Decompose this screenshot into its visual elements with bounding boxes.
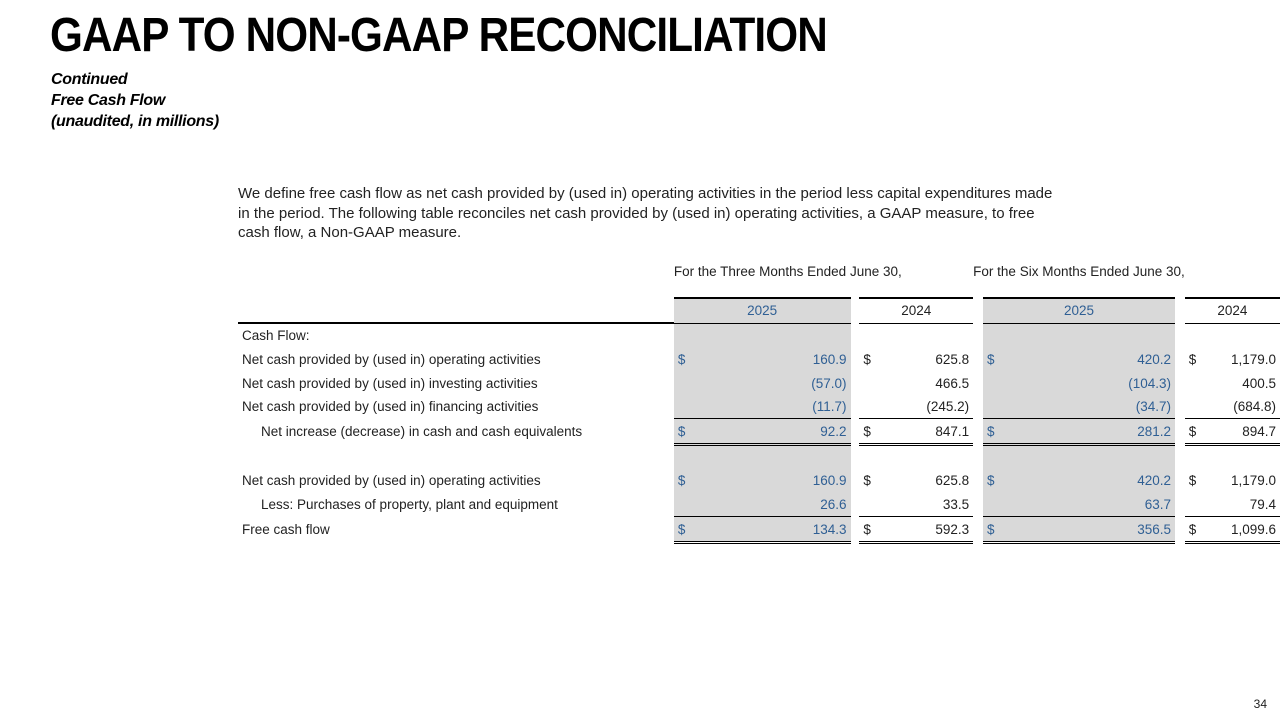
table-row: Net cash provided by (used in) investing activities (57.0) 466.5 (104.3) 400.5: [238, 371, 1280, 395]
table-row: Less: Purchases of property, plant and equipment 26.6 33.5 63.7 79.4: [238, 493, 1280, 517]
year-header-q-2025: 2025: [674, 298, 851, 323]
period-header-six-months: For the Six Months Ended June 30,: [973, 264, 1185, 279]
subtitle-section: Free Cash Flow: [51, 92, 166, 109]
page-title: GAAP TO NON-GAAP RECONCILIATION: [50, 9, 827, 62]
table-row: Net increase (decrease) in cash and cash equivalents $ 92.2 $ 847.1 $ 281.2 $ 894.7: [238, 419, 1280, 445]
table-row: Net cash provided by (used in) operating activities $ 160.9 $ 625.8 $ 420.2 $ 1,179.0: [238, 469, 1280, 493]
table-row: Net cash provided by (used in) financing activities (11.7) (245.2) (34.7) (684.8): [238, 395, 1280, 419]
section-label: Cash Flow:: [242, 328, 310, 344]
page-number: 34: [1253, 697, 1267, 711]
table-row: Net cash provided by (used in) operating activities $ 160.9 $ 625.8 $ 420.2 $ 1,179.0: [238, 348, 1280, 372]
subtitle-continued: Continued: [51, 71, 128, 88]
year-header-ytd-2024: 2024: [1185, 298, 1280, 323]
year-header-ytd-2025: 2025: [983, 298, 1175, 323]
free-cash-flow-table: [238, 265, 1280, 544]
year-header-q-2024: 2024: [859, 298, 973, 323]
table-row: Free cash flow $ 134.3 $ 592.3 $ 356.5 $ 1,099.6: [238, 517, 1280, 543]
period-header-three-months: For the Three Months Ended June 30,: [673, 264, 902, 279]
subtitle-units: (unaudited, in millions): [51, 113, 219, 130]
page-subtitle: [51, 69, 219, 132]
intro-paragraph: We define free cash flow as net cash provided by (used in) operating activities in the period less capital expenditures made in the period. The following table reconciles net cash provided by (used in) operating activities, a GAAP measure, to free cash flow, a Non-GAAP measure.: [238, 185, 1053, 241]
